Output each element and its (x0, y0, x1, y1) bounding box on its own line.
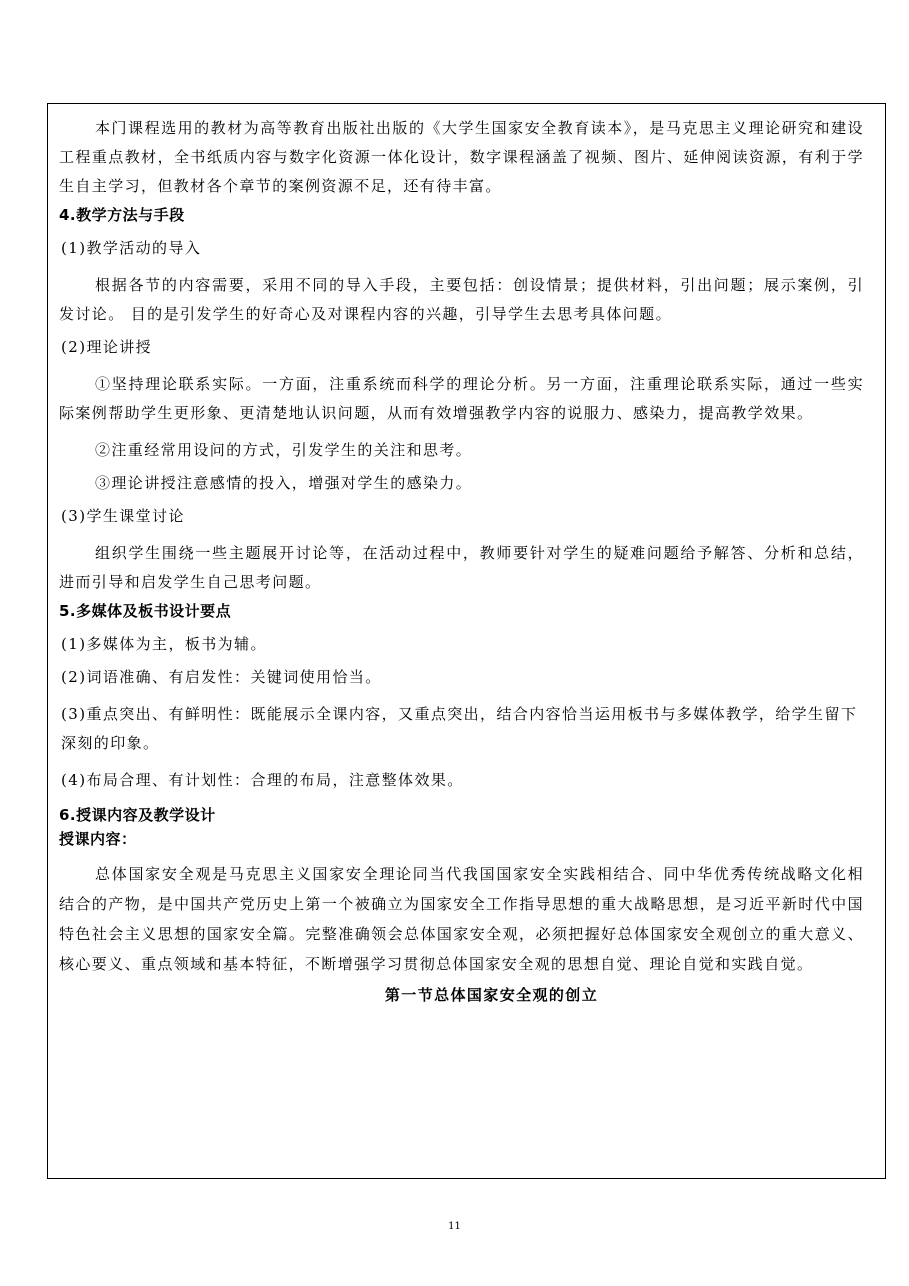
section-5-item-3: (3)重点突出、有鲜明性：既能展示全课内容，又重点突出，结合内容恰当运用板书与多媒体教学，给学生留下深刻的印象。 (61, 705, 858, 752)
page-number: 11 (448, 1221, 461, 1232)
item-2-point-1: ①坚持理论联系实际。一方面，注重系统而科学的理论分析。另一方面，注重理论联系实际，通过一些实际案例帮助学生更形象、更清楚地认识问题，从而有效增强教学内容的说服力、感染力，提高教学效果。 (59, 375, 864, 422)
section-5-heading: 5.多媒体及板书设计要点 (59, 602, 232, 620)
section-5-item-1: (1)多媒体为主，板书为辅。 (61, 635, 267, 653)
textbook-paragraph: 本门课程选用的教材为高等教育出版社出版的《大学生国家安全教育读本》，是马克思主义理论研究和建设工程重点教材，全书纸质内容与数字化资源一体化设计，数字课程涵盖了视频、图片、延伸阅读资源，有利于学生自主学习，但教材各个章节的案例资源不足，还有待丰富。 (59, 119, 864, 195)
table-cell-frame (47, 103, 886, 1179)
content-paragraph: 总体国家安全观是马克思主义国家安全理论同当代我国国家安全实践相结合、同中华优秀传统战略文化相结合的产物，是中国共产党历史上第一个被确立为国家安全工作指导思想的重大战略思想，是习近平新时代中国特色社会主义思想的国家安全篇。完整准确领会总体国家安全观，必须把握好总体国家安全观创立的重大意义、核心要义、重点领域和基本特征，不断增强学习贯彻总体国家安全观的思想自觉、理论自觉和实践自觉。 (59, 865, 864, 973)
item-1-paragraph: 根据各节的内容需要，采用不同的导入手段，主要包括：创设情景；提供材料，引出问题；展示案例，引发讨论。 目的是引发学生的好奇心及对课程内容的兴趣，引导学生去思考具体问题。 (59, 276, 864, 323)
item-1-heading: (1)教学活动的导入 (61, 239, 202, 257)
section-6-heading: 6.授课内容及教学设计 (59, 806, 216, 824)
item-3-heading: (3)学生课堂讨论 (61, 507, 185, 525)
section-5-item-4: (4)布局合理、有计划性：合理的布局，注意整体效果。 (61, 771, 464, 789)
content-label: 授课内容： (59, 830, 137, 848)
section-4-heading: 4.教学方法与手段 (59, 206, 185, 224)
document-content (59, 114, 864, 1010)
item-2-point-2: ②注重经常用设问的方式，引发学生的关注和思考。 (95, 441, 473, 459)
item-3-paragraph: 组织学生围绕一些主题展开讨论等，在活动过程中，教师要针对学生的疑难问题给予解答、分析和总结，进而引导和启发学生自己思考问题。 (59, 544, 864, 591)
chapter-title: 第一节总体国家安全观的创立 (384, 986, 599, 1004)
section-5-item-2: (2)词语准确、有启发性：关键词使用恰当。 (61, 668, 382, 686)
item-2-point-3: ③理论讲授注意感情的投入，增强对学生的感染力。 (95, 474, 473, 492)
item-2-heading: (2)理论讲授 (61, 338, 153, 356)
